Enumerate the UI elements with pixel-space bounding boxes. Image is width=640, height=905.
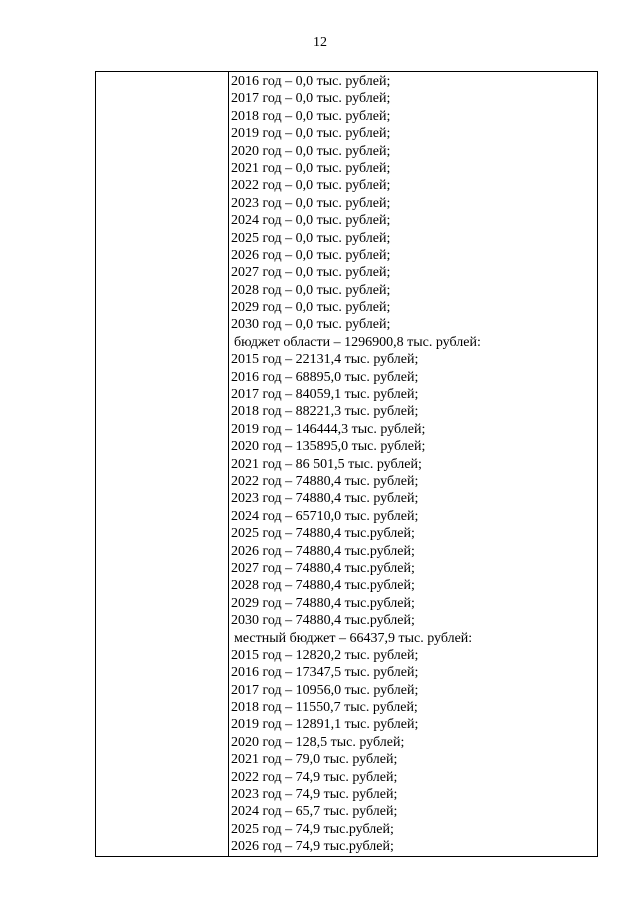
financing-line: 2020 год – 128,5 тыс. рублей;: [231, 734, 405, 750]
financing-line: 2028 год – 74880,4 тыс.рублей;: [231, 578, 415, 594]
financing-line: 2024 год – 65710,0 тыс. рублей;: [231, 508, 419, 524]
financing-line: 2023 год – 74,9 тыс. рублей;: [231, 787, 398, 803]
financing-line: 2027 год – 74880,4 тыс.рублей;: [231, 560, 415, 576]
financing-line: 2019 год – 146444,3 тыс. рублей;: [231, 421, 426, 437]
financing-line: 2022 год – 74880,4 тыс. рублей;: [231, 473, 419, 489]
financing-line: 2024 год – 0,0 тыс. рублей;: [231, 213, 391, 229]
financing-line: 2029 год – 74880,4 тыс.рублей;: [231, 595, 415, 611]
financing-line: 2017 год – 84059,1 тыс. рублей;: [231, 387, 419, 403]
financing-line: 2024 год – 65,7 тыс. рублей;: [231, 804, 398, 820]
financing-line: 2025 год – 0,0 тыс. рублей;: [231, 230, 391, 246]
financing-line: 2018 год – 0,0 тыс. рублей;: [231, 108, 391, 124]
financing-line: 2026 год – 74880,4 тыс.рублей;: [231, 543, 415, 559]
financing-line: 2017 год – 0,0 тыс. рублей;: [231, 91, 391, 107]
financing-line: 2016 год – 0,0 тыс. рублей;: [231, 74, 391, 89]
financing-line: 2020 год – 0,0 тыс. рублей;: [231, 143, 391, 159]
financing-line: 2016 год – 17347,5 тыс. рублей;: [231, 665, 419, 681]
financing-line: 2021 год – 86 501,5 тыс. рублей;: [231, 456, 422, 472]
financing-line: местный бюджет – 66437,9 тыс. рублей:: [234, 630, 473, 646]
financing-line: 2017 год – 10956,0 тыс. рублей;: [231, 682, 419, 698]
page-number: 12: [313, 35, 327, 50]
financing-line: 2022 год – 0,0 тыс. рублей;: [231, 178, 391, 194]
financing-line: 2018 год – 88221,3 тыс. рублей;: [231, 404, 419, 420]
financing-line: 2030 год – 0,0 тыс. рублей;: [231, 317, 391, 333]
financing-line: 2015 год – 12820,2 тыс. рублей;: [231, 647, 419, 663]
financing-line: бюджет области – 1296900,8 тыс. рублей:: [234, 334, 481, 350]
financing-line: 2021 год – 0,0 тыс. рублей;: [231, 160, 391, 176]
financing-line: 2016 год – 68895,0 тыс. рублей;: [231, 369, 419, 385]
financing-line: 2029 год – 0,0 тыс. рублей;: [231, 300, 391, 316]
financing-line: 2030 год – 74880,4 тыс.рублей;: [231, 613, 415, 629]
financing-table: [95, 71, 598, 857]
financing-line: 2026 год – 0,0 тыс. рублей;: [231, 247, 391, 263]
financing-line: 2018 год – 11550,7 тыс. рублей;: [231, 700, 418, 716]
financing-line: 2023 год – 0,0 тыс. рублей;: [231, 195, 391, 211]
financing-line: 2026 год – 74,9 тыс.рублей;: [231, 839, 394, 855]
financing-line: 2019 год – 12891,1 тыс. рублей;: [231, 717, 419, 733]
financing-line: 2021 год – 79,0 тыс. рублей;: [231, 752, 398, 768]
financing-line: 2027 год – 0,0 тыс. рублей;: [231, 265, 391, 281]
financing-line: 2020 год – 135895,0 тыс. рублей;: [231, 439, 426, 455]
column-divider: [228, 72, 229, 856]
financing-line: 2023 год – 74880,4 тыс. рублей;: [231, 491, 419, 507]
financing-line: 2028 год – 0,0 тыс. рублей;: [231, 282, 391, 298]
financing-lines-list: [231, 73, 481, 856]
financing-line: 2015 год – 22131,4 тыс. рублей;: [231, 352, 419, 368]
financing-line: 2025 год – 74,9 тыс.рублей;: [231, 821, 394, 837]
financing-line: 2025 год – 74880,4 тыс.рублей;: [231, 526, 415, 542]
financing-line: 2019 год – 0,0 тыс. рублей;: [231, 126, 391, 142]
financing-line: 2022 год – 74,9 тыс. рублей;: [231, 769, 398, 785]
